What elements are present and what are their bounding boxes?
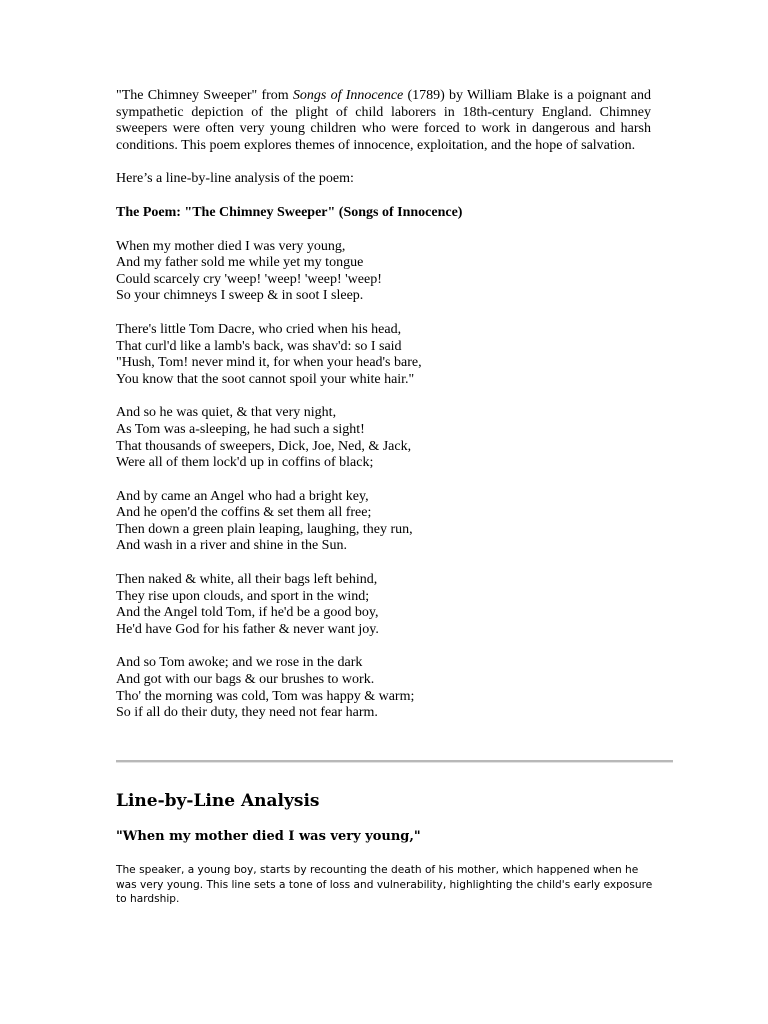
poem-line: There's little Tom Dacre, who cried when his head, <box>116 321 402 337</box>
intro-lead: Here’s a line-by-line analysis of the poem: <box>116 171 354 187</box>
poem-line: Tho' the morning was cold, Tom was happy & warm; <box>116 688 415 704</box>
quoted-line-heading: "When my mother died I was very young," <box>116 829 421 844</box>
poem-line: And he open'd the coffins & set them all free; <box>116 505 372 521</box>
poem-line: And wash in a river and shine in the Sun. <box>116 538 347 554</box>
poem-line: And the Angel told Tom, if he'd be a good boy, <box>116 605 379 621</box>
intro-paragraph <box>116 88 651 154</box>
poem-line: And so Tom awoke; and we rose in the dark <box>116 655 363 671</box>
poem-line: Could scarcely cry 'weep! 'weep! 'weep! 'weep! <box>116 271 382 287</box>
poem-line: You know that the soot cannot spoil your white hair." <box>116 371 415 387</box>
poem-line: Were all of them lock'd up in coffins of black; <box>116 455 374 471</box>
section-title: Line-by-Line Analysis <box>116 791 320 811</box>
poem-line: So if all do their duty, they need not fear harm. <box>116 705 378 721</box>
poem-line: And by came an Angel who had a bright key, <box>116 488 369 504</box>
intro-part-2: (1789) by William Blake is a poignant and sympathetic depiction of the plight of child laborers in 18th-century England. Chimney sweepers were often very young children who were forced to work in dangerous and harsh conditions. This poem explores themes of innocence, exploitation, and the hope of salvation. <box>116 88 651 153</box>
stanza-2 <box>116 322 651 388</box>
poem-line: That thousands of sweepers, Dick, Joe, Ned, & Jack, <box>116 438 412 454</box>
analysis-paragraph: The speaker, a young boy, starts by recounting the death of his mother, which happened when he was very young. This line sets a tone of loss and vulnerability, highlighting the child's early exposure to hardship. <box>116 864 653 906</box>
poem-line: Then naked & white, all their bags left behind, <box>116 572 378 588</box>
document-body <box>116 88 651 722</box>
stanza-1 <box>116 239 651 305</box>
poem-line: And so he was quiet, & that very night, <box>116 405 337 421</box>
poem-line: They rise upon clouds, and sport in the wind; <box>116 588 370 604</box>
stanza-6 <box>116 655 651 721</box>
poem-line: So your chimneys I sweep & in soot I sleep. <box>116 288 364 304</box>
stanza-4 <box>116 489 651 555</box>
poem-line: When my mother died I was very young, <box>116 238 346 254</box>
poem-line: "Hush, Tom! never mind it, for when your head's bare, <box>116 355 422 371</box>
poem-line: Then down a green plain leaping, laughing, they run, <box>116 521 413 537</box>
stanza-5 <box>116 572 651 638</box>
poem-line: That curl'd like a lamb's back, was shav'd: so I said <box>116 338 402 354</box>
stanza-3 <box>116 405 651 471</box>
horizontal-rule <box>116 760 673 763</box>
poem-line: He'd have God for his father & never want joy. <box>116 621 379 637</box>
poem-heading: The Poem: "The Chimney Sweeper" (Songs of Innocence) <box>116 204 463 220</box>
intro-part-1: "The Chimney Sweeper" from <box>116 88 293 103</box>
poem-line: As Tom was a-sleeping, he had such a sight! <box>116 421 365 437</box>
poem-line: And got with our bags & our brushes to work. <box>116 672 375 688</box>
intro-book-title: Songs of Innocence <box>292 88 404 103</box>
poem-line: And my father sold me while yet my tongue <box>116 255 364 271</box>
